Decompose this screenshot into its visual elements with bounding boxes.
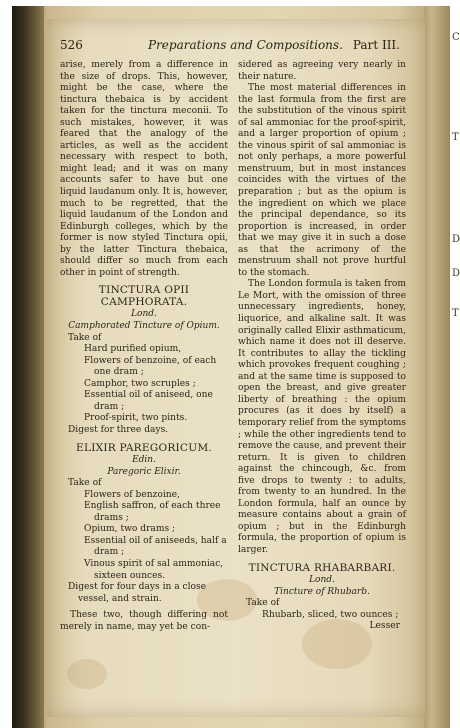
list-item: Opium, two drams ;	[84, 524, 176, 535]
recipe-source: Lond.	[309, 575, 335, 586]
next-page-letter: D	[452, 234, 460, 245]
list-item: Take of	[68, 332, 102, 343]
recipe-subtitle: Tincture of Rhubarb.	[274, 586, 370, 597]
list-item: Essential oil of aniseeds, half a dram ;	[84, 535, 227, 558]
list-item: Proof-spirit, two pints.	[84, 413, 188, 424]
next-page-letter: T	[452, 308, 459, 319]
list-item: Flowers of benzoine,	[84, 489, 180, 500]
running-header	[60, 38, 400, 56]
next-page-edge	[424, 6, 450, 728]
paper-stain	[67, 659, 107, 689]
right-column	[238, 60, 406, 633]
recipe-subtitle: Paregoric Elixir.	[107, 466, 181, 477]
recipe-heading: TINCTURA OPII CAMPHORATA.	[98, 284, 190, 308]
recipe-heading: ELIXIR PAREGORICUM.	[76, 441, 212, 454]
list-item: Rhubarb, sliced, two ounces ;	[262, 609, 399, 620]
list-item: Essential oil of aniseed, one dram ;	[84, 390, 213, 412]
page-number: 526	[60, 38, 83, 52]
list-item: Hard purified opium,	[84, 344, 182, 355]
recipe-list	[60, 478, 228, 605]
left-column	[60, 60, 228, 633]
list-item: Camphor, two scruples ;	[84, 378, 196, 389]
recipe-subtitle: Camphorated Tincture of Opium.	[68, 321, 220, 332]
book-gutter	[12, 6, 44, 728]
recipe-list	[238, 598, 406, 621]
next-page-letter: T	[452, 132, 459, 143]
recipe-heading: TINCTURA RHABARBARI.	[248, 561, 396, 574]
part-label: Part III.	[352, 38, 400, 52]
list-item: Vinous spirit of sal ammoniac, sixteen ounces.	[84, 558, 224, 581]
next-page-letter: C	[452, 32, 460, 43]
list-item: Digest for four days in a close vessel, and strain.	[68, 582, 207, 604]
list-item: Flowers of benzoine, of each one dram ;	[84, 355, 217, 378]
recipe-list	[60, 333, 228, 437]
paragraph: The most material differences in the last formula from the first are the substitution of the vinous spirit of sal ammoniac for the proof-spirit, and a larger proportion of opium ; the vinous spirit of sal ammoniac is not only perhaps, a more powerful menstruum, but in most instances coincides with the virtues of the preparation ; but as the opium is the ingredient on which we place the principal dependance, so its proportion is increased, in order that we may give it in such a dose as that the acrimony of the menstruum shall not prove hurtful to the stomach.	[238, 83, 406, 278]
next-page-letter: D	[452, 268, 460, 279]
paragraph: arise, merely from a difference in the size of drops. This, however, might be the case, where the tinctura thebaica is by accident taken for the tinctura meconii. To such mistakes, however, it was feared that the analogy of the articles, as well as the accident necessary with respect to both, might lead; and it was on many accounts safer to have but one liquid laudanum only. It is, however, much to be regretted, that the liquid laudanum of the London and Edinburgh colleges, which by the former is now styled Tinctura opii, by the latter Tinctura thebaica, should differ so much from each other in point of strength.	[60, 60, 228, 278]
list-item: English saffron, of each three drams ;	[84, 501, 221, 523]
paragraph: sidered as agreeing very nearly in their nature.	[238, 60, 406, 82]
paragraph: These two, though differing not merely in name, may yet be con-	[60, 610, 228, 632]
list-item: Take of	[68, 478, 102, 489]
list-item: Take of	[246, 598, 280, 609]
page-title: Preparations and Compositions.	[148, 38, 343, 52]
list-item: Digest for three days.	[68, 424, 169, 435]
paragraph: The London formula is taken from Le Mort, with the omission of three unnecessary ingredients, honey, liquorice, and alkaline salt. It was originally called Elixir asthmaticum, which name it does not ill deserve. It contributes to allay the tickling which provokes frequent coughing ; and at the same time is supposed to open the breast, and give greater liberty of breathing : the opium procures (as it does by itself) a temporary relief from the symptoms ; while the other ingredients tend to remove the cause, and prevent their return. It is given to children against the chincough, &c. from five drops to twenty : to adults, from twenty to an hundred. In the London formula, half an ounce by measure contains about a grain of opium ; but in the Edinburgh formula, the proportion of opium is larger.	[238, 279, 406, 555]
recipe-source: Lond.	[131, 309, 157, 320]
recipe-source: Edin.	[132, 455, 156, 466]
catchword: Lesser	[369, 621, 400, 632]
